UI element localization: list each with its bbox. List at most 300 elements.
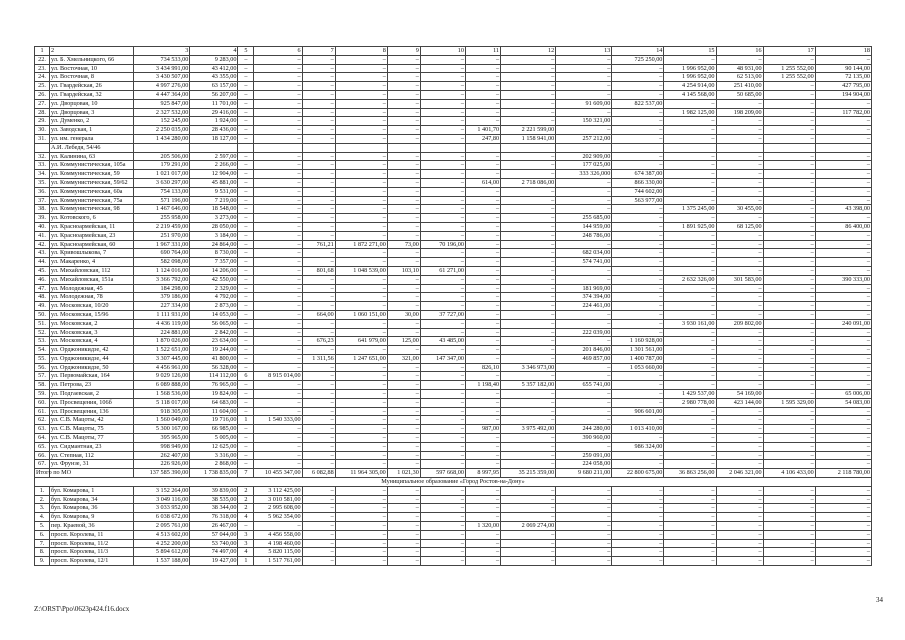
table-cell: – — [716, 530, 763, 539]
table-cell: – — [254, 522, 302, 531]
table-cell: – — [335, 513, 387, 522]
table-cell: – — [465, 548, 500, 557]
table-cell: – — [763, 231, 815, 240]
table-cell: – — [420, 249, 465, 258]
table-cell: – — [387, 170, 420, 179]
table-cell: – — [815, 310, 871, 319]
table-cell: – — [664, 293, 716, 302]
table-cell: – — [302, 64, 335, 73]
table-cell: 3 184,00 — [190, 231, 238, 240]
table-cell: 255 958,00 — [134, 214, 190, 223]
table-cell: – — [501, 557, 556, 566]
table-cell: – — [238, 398, 254, 407]
table-cell: – — [387, 293, 420, 302]
table-cell: – — [501, 55, 556, 64]
table-cell: – — [238, 328, 254, 337]
table-cell: – — [335, 73, 387, 82]
table-cell: – — [664, 126, 716, 135]
table-cell: – — [302, 407, 335, 416]
table-cell: – — [420, 275, 465, 284]
table-cell: – — [716, 249, 763, 258]
table-cell: просп. Королева, 11/3 — [50, 548, 134, 557]
table-cell: 125,00 — [387, 337, 420, 346]
table-cell: – — [465, 407, 500, 416]
table-cell: – — [763, 460, 815, 469]
table-cell: – — [815, 249, 871, 258]
table-cell: – — [302, 126, 335, 135]
table-cell: 822 537,00 — [612, 99, 664, 108]
table-cell: – — [501, 293, 556, 302]
table-cell: – — [815, 214, 871, 223]
table-cell: – — [815, 416, 871, 425]
table-cell: – — [716, 126, 763, 135]
table-cell: – — [815, 495, 871, 504]
table-cell: – — [302, 319, 335, 328]
table-cell: – — [302, 513, 335, 522]
table-cell: – — [420, 152, 465, 161]
table-cell: – — [556, 530, 612, 539]
table-cell: 57. — [35, 372, 50, 381]
table-cell: 42 550,00 — [190, 275, 238, 284]
table-cell: – — [664, 513, 716, 522]
table-row — [35, 442, 872, 451]
table-cell: – — [420, 486, 465, 495]
table-cell: – — [238, 170, 254, 179]
table-cell: 17 — [763, 47, 815, 56]
table-cell: – — [254, 152, 302, 161]
table-cell: 45. — [35, 266, 50, 275]
page-number: 34 — [876, 596, 883, 604]
table-cell: просп. Королева, 11 — [50, 530, 134, 539]
table-cell: 3 112 425,00 — [254, 486, 302, 495]
table-cell: – — [763, 117, 815, 126]
table-cell: 6 — [238, 372, 254, 381]
table-cell: ул. Просвещения, 136 — [50, 407, 134, 416]
table-cell: – — [387, 398, 420, 407]
table-cell: 1 522 651,00 — [134, 346, 190, 355]
table-cell: – — [335, 187, 387, 196]
table-cell: – — [815, 152, 871, 161]
table-cell: – — [716, 451, 763, 460]
table-cell: – — [302, 99, 335, 108]
table-cell: 43 355,00 — [190, 73, 238, 82]
table-cell: 664,00 — [302, 310, 335, 319]
table-cell: – — [815, 434, 871, 443]
table-cell: – — [238, 187, 254, 196]
table-cell: – — [465, 64, 500, 73]
table-cell: – — [612, 530, 664, 539]
table-cell: – — [716, 258, 763, 267]
table-cell: – — [664, 196, 716, 205]
table-cell: – — [763, 434, 815, 443]
table-cell: 906 601,00 — [612, 407, 664, 416]
table-cell: – — [664, 363, 716, 372]
table-cell: – — [387, 99, 420, 108]
table-cell: – — [763, 548, 815, 557]
table-cell: – — [763, 346, 815, 355]
table-cell: – — [465, 187, 500, 196]
table-cell: – — [238, 266, 254, 275]
table-cell: – — [763, 240, 815, 249]
table-cell: – — [716, 161, 763, 170]
table-cell: 1 891 925,00 — [664, 222, 716, 231]
table-row — [35, 99, 872, 108]
table-cell: ул. Дворцовая, 3 — [50, 108, 134, 117]
table-cell: – — [302, 293, 335, 302]
table-cell: – — [254, 425, 302, 434]
table-row — [35, 398, 872, 407]
table-cell: 54 169,00 — [716, 390, 763, 399]
table-cell: – — [556, 64, 612, 73]
table-cell: 1 517 761,00 — [254, 557, 302, 566]
table-cell — [465, 143, 500, 152]
table-cell: – — [556, 275, 612, 284]
table-cell: – — [254, 258, 302, 267]
table-cell: – — [420, 504, 465, 513]
table-cell: – — [664, 451, 716, 460]
table-cell: – — [664, 346, 716, 355]
table-cell: – — [335, 346, 387, 355]
table-cell: – — [664, 240, 716, 249]
table-cell: – — [664, 522, 716, 531]
table-cell: 257 212,00 — [556, 134, 612, 143]
table-cell: бул. Комарова, 36 — [50, 504, 134, 513]
table-cell: – — [612, 82, 664, 91]
table-cell: – — [501, 513, 556, 522]
table-cell: – — [763, 310, 815, 319]
table-cell: – — [335, 275, 387, 284]
table-cell: – — [815, 187, 871, 196]
table-cell: 47. — [35, 284, 50, 293]
table-row — [35, 381, 872, 390]
table-cell: – — [612, 486, 664, 495]
table-cell: – — [612, 302, 664, 311]
table-row — [35, 486, 872, 495]
table-cell: – — [556, 495, 612, 504]
section-row — [35, 478, 872, 487]
table-cell: – — [238, 108, 254, 117]
table-cell: – — [664, 99, 716, 108]
table-cell: 4. — [35, 513, 50, 522]
table-cell: – — [465, 504, 500, 513]
table-row — [35, 548, 872, 557]
table-cell: – — [664, 557, 716, 566]
table-cell: – — [335, 486, 387, 495]
table-cell: – — [387, 258, 420, 267]
section-title: Муниципальное образование «Город Ростов-на-Дону» — [35, 478, 872, 487]
table-cell: – — [335, 442, 387, 451]
table-cell: ул. им. генерала — [50, 134, 134, 143]
table-cell: 641 979,00 — [335, 337, 387, 346]
table-cell: 676,23 — [302, 337, 335, 346]
table-cell: – — [335, 258, 387, 267]
table-cell: 597 668,00 — [420, 469, 465, 478]
table-cell: – — [387, 390, 420, 399]
table-cell: 30,00 — [387, 310, 420, 319]
table-cell: – — [420, 398, 465, 407]
table-cell: – — [501, 434, 556, 443]
table-cell: – — [716, 152, 763, 161]
table-cell: – — [302, 372, 335, 381]
table-cell: 227 334,00 — [134, 302, 190, 311]
table-cell: 3 930 161,00 — [664, 319, 716, 328]
table-cell: 43. — [35, 249, 50, 258]
table-cell: 28 436,00 — [190, 126, 238, 135]
table-cell: 201 846,00 — [556, 346, 612, 355]
table-cell: 29 416,00 — [190, 108, 238, 117]
table-cell: 3 630 297,00 — [134, 178, 190, 187]
table-cell: ул. Московская, 15/96 — [50, 310, 134, 319]
table-cell: – — [302, 504, 335, 513]
table-cell: – — [254, 231, 302, 240]
table-cell: 725 250,00 — [612, 55, 664, 64]
table-cell: 152 245,00 — [134, 117, 190, 126]
table-cell: – — [763, 522, 815, 531]
table-cell: – — [612, 126, 664, 135]
table-cell — [716, 143, 763, 152]
table-cell: – — [254, 319, 302, 328]
table-cell: – — [238, 319, 254, 328]
table-cell: ул. Коммунистическая, 105а — [50, 161, 134, 170]
table-cell: – — [238, 222, 254, 231]
table-row — [35, 354, 872, 363]
table-cell: 224 058,00 — [556, 460, 612, 469]
table-cell: – — [254, 354, 302, 363]
table-cell: – — [763, 161, 815, 170]
table-cell: – — [254, 249, 302, 258]
table-cell: – — [254, 82, 302, 91]
table-cell: – — [387, 222, 420, 231]
table-cell: – — [335, 407, 387, 416]
table-cell: пер. Краевой, 36 — [50, 522, 134, 531]
table-cell: – — [716, 266, 763, 275]
table-cell: – — [664, 161, 716, 170]
table-cell: 1 568 536,00 — [134, 390, 190, 399]
table-cell: – — [420, 319, 465, 328]
table-cell: 74 497,00 — [190, 548, 238, 557]
table-cell: 9 029 126,00 — [134, 372, 190, 381]
table-cell: – — [387, 530, 420, 539]
table-cell: 1 111 931,00 — [134, 310, 190, 319]
table-cell: 3 273,00 — [190, 214, 238, 223]
table-cell: – — [501, 530, 556, 539]
table-cell: 90 144,00 — [815, 64, 871, 73]
table-cell: – — [387, 504, 420, 513]
table-cell: – — [238, 354, 254, 363]
table-cell: 43 398,00 — [815, 205, 871, 214]
table-cell: – — [716, 346, 763, 355]
table-cell: – — [501, 73, 556, 82]
table-cell: 14 — [612, 47, 664, 56]
table-cell: – — [763, 99, 815, 108]
table-cell: 35 215 359,00 — [501, 469, 556, 478]
table-cell: – — [335, 222, 387, 231]
table-cell: 1 996 952,00 — [664, 73, 716, 82]
table-cell: – — [556, 90, 612, 99]
table-cell: – — [238, 231, 254, 240]
table-cell: Итого по МО — [36, 469, 72, 477]
table-cell: – — [763, 539, 815, 548]
table-cell: – — [716, 302, 763, 311]
table-cell: – — [612, 319, 664, 328]
table-cell — [420, 143, 465, 152]
table-cell: – — [465, 284, 500, 293]
table-cell: – — [716, 117, 763, 126]
table-cell: 987,00 — [465, 425, 500, 434]
table-cell: – — [501, 319, 556, 328]
table-cell: – — [238, 99, 254, 108]
table-cell: 5. — [35, 522, 50, 531]
table-cell: – — [335, 196, 387, 205]
table-cell: – — [612, 434, 664, 443]
table-cell: – — [465, 302, 500, 311]
table-cell: ул. Подгаевская, 2 — [50, 390, 134, 399]
table-cell: – — [302, 196, 335, 205]
table-cell: – — [302, 363, 335, 372]
table-cell: – — [387, 73, 420, 82]
table-cell: 11 — [465, 47, 500, 56]
table-row — [35, 117, 872, 126]
table-cell: – — [420, 407, 465, 416]
table-cell: – — [238, 134, 254, 143]
table-cell: – — [420, 64, 465, 73]
table-cell: – — [501, 451, 556, 460]
table-cell: – — [716, 187, 763, 196]
table-cell: 1 255 552,00 — [763, 64, 815, 73]
table-cell: 22 800 675,00 — [612, 469, 664, 478]
table-cell: – — [302, 398, 335, 407]
table-cell: – — [420, 284, 465, 293]
table-cell: 998 949,00 — [134, 442, 190, 451]
table-cell: ул. Калинина, 63 — [50, 152, 134, 161]
table-cell: – — [254, 205, 302, 214]
table-cell — [238, 143, 254, 152]
table-cell: – — [763, 407, 815, 416]
table-cell: – — [420, 460, 465, 469]
table-cell: – — [716, 539, 763, 548]
table-cell: 18 — [815, 47, 871, 56]
table-cell: – — [254, 328, 302, 337]
table-cell: – — [501, 240, 556, 249]
table-cell: 9 — [387, 47, 420, 56]
table-cell: – — [335, 152, 387, 161]
table-cell: – — [420, 390, 465, 399]
table-row — [35, 293, 872, 302]
table-cell: – — [465, 354, 500, 363]
table-cell: 60. — [35, 398, 50, 407]
table-cell: – — [420, 557, 465, 566]
table-cell: – — [612, 398, 664, 407]
table-cell: 18 127,00 — [190, 134, 238, 143]
table-cell: 1 434 280,00 — [134, 134, 190, 143]
table-cell: – — [612, 266, 664, 275]
table-cell: 9 283,00 — [190, 55, 238, 64]
table-cell: – — [763, 495, 815, 504]
table-cell: ул. Московская, 2 — [50, 319, 134, 328]
table-cell: 2 — [238, 504, 254, 513]
table-cell: – — [556, 539, 612, 548]
table-cell: – — [763, 249, 815, 258]
table-cell: – — [763, 381, 815, 390]
table-cell: – — [716, 55, 763, 64]
table-cell: – — [556, 196, 612, 205]
table-row — [35, 205, 872, 214]
table-cell: – — [612, 557, 664, 566]
table-cell: – — [815, 178, 871, 187]
table-cell: 38. — [35, 205, 50, 214]
table-cell: – — [556, 73, 612, 82]
table-cell: – — [465, 117, 500, 126]
table-cell: – — [420, 99, 465, 108]
table-cell: – — [664, 152, 716, 161]
table-cell: – — [302, 258, 335, 267]
table-cell: – — [556, 55, 612, 64]
table-cell: – — [335, 328, 387, 337]
table-cell: – — [387, 152, 420, 161]
table-cell: – — [664, 55, 716, 64]
table-cell: – — [420, 170, 465, 179]
table-cell: – — [612, 310, 664, 319]
table-cell: – — [335, 99, 387, 108]
table-cell: – — [420, 372, 465, 381]
table-cell: 10 — [420, 47, 465, 56]
table-cell: – — [465, 416, 500, 425]
table-cell: 56 207,00 — [190, 90, 238, 99]
table-cell: ул. Коммунистическая, 59/62 — [50, 178, 134, 187]
table-cell: – — [763, 425, 815, 434]
table-cell: – — [664, 495, 716, 504]
table-cell: 61. — [35, 407, 50, 416]
table-cell: – — [302, 451, 335, 460]
table-cell: 734 533,00 — [134, 55, 190, 64]
table-cell: – — [387, 178, 420, 187]
table-cell: 6 038 672,00 — [134, 513, 190, 522]
table-cell: – — [335, 522, 387, 531]
table-cell: – — [556, 82, 612, 91]
table-cell: – — [302, 178, 335, 187]
table-cell: – — [387, 548, 420, 557]
table-cell: – — [238, 249, 254, 258]
table-cell: – — [664, 310, 716, 319]
table-cell: 9 680 211,00 — [556, 469, 612, 478]
table-cell: – — [815, 504, 871, 513]
table-cell: 2 980 778,00 — [664, 398, 716, 407]
table-cell: – — [763, 258, 815, 267]
table-cell: – — [815, 460, 871, 469]
table-cell: 826,10 — [465, 363, 500, 372]
table-cell: 65 006,00 — [815, 390, 871, 399]
table-cell: 4 456 961,00 — [134, 363, 190, 372]
table-cell: 28. — [35, 108, 50, 117]
table-cell: 36. — [35, 187, 50, 196]
table-cell: – — [501, 231, 556, 240]
table-cell: – — [238, 346, 254, 355]
table-cell: – — [465, 161, 500, 170]
table-cell: – — [716, 337, 763, 346]
table-row — [35, 407, 872, 416]
table-cell: – — [815, 381, 871, 390]
table-cell: 65. — [35, 442, 50, 451]
table-cell: – — [254, 451, 302, 460]
table-cell — [302, 143, 335, 152]
table-cell: – — [716, 134, 763, 143]
table-cell: – — [238, 152, 254, 161]
table-cell: – — [501, 407, 556, 416]
table-cell: – — [254, 178, 302, 187]
table-row — [35, 513, 872, 522]
table-cell: – — [335, 381, 387, 390]
table-cell: ул. Орджоникидзе, 44 — [50, 354, 134, 363]
